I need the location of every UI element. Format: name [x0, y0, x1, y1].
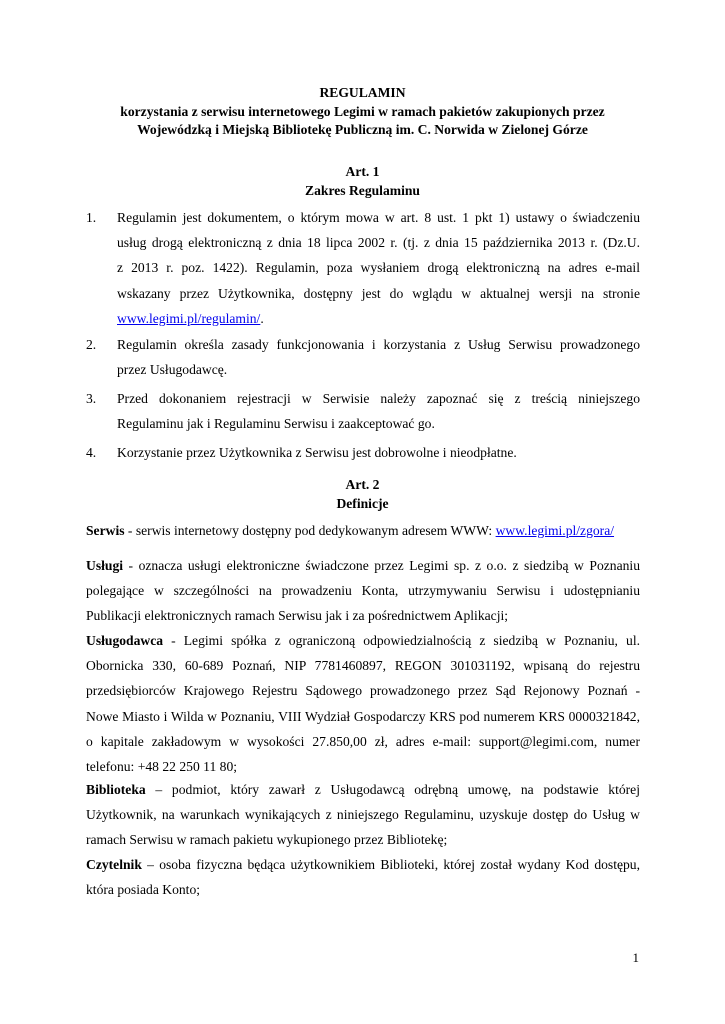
text-line: przedsiębiorców Krajowego Rejestru Sądowego prowadzonego przez Sąd Rejonowy Poznań -	[86, 683, 640, 699]
definition-text: – podmiot, który zawarł z Usługodawcą odrębną umowę, na podstawie której	[145, 782, 640, 797]
list-text	[117, 332, 640, 382]
definition-term: Serwis	[86, 523, 125, 538]
art1-heading	[60, 163, 665, 200]
text-line: przez Usługodawcę.	[117, 362, 228, 378]
text-line	[117, 306, 640, 331]
text-line	[86, 628, 640, 653]
definition-biblioteka	[86, 777, 640, 853]
link-suffix: .	[260, 310, 264, 326]
definition-term: Biblioteka	[86, 782, 146, 797]
document-title-block	[60, 84, 665, 140]
list-number: 3.	[86, 391, 97, 406]
text-line: telefonu: +48 22 250 11 80;	[86, 759, 238, 775]
definition-term: Czytelnik	[86, 857, 142, 872]
text-line: z 2013 r. poz. 1422). Regulamin, poza wysłaniem drogą elektroniczną na adres e-mail	[117, 260, 640, 276]
document-subtitle-line-1: korzystania z serwisu internetowego Legimi w ramach pakietów zakupionych przez	[120, 103, 605, 119]
text-line	[86, 518, 640, 543]
list-number: 4.	[86, 445, 97, 460]
text-line: Korzystanie przez Użytkownika z Serwisu jest dobrowolne i nieodpłatne.	[117, 445, 517, 460]
definition-text: – osoba fizyczna będąca użytkownikiem Biblioteki, której został wydany Kod dostępu,	[141, 857, 640, 872]
art2-number: Art. 2	[345, 477, 380, 492]
art2-heading	[60, 476, 665, 513]
text-line: o kapitale zakładowym w wysokości 27.850,00 zł, adres e-mail: support@legimi.com, numer	[86, 733, 640, 749]
definition-serwis	[86, 518, 640, 543]
definition-text: - serwis internetowy dostępny pod dedykowanym adresem WWW:	[124, 523, 496, 538]
text-line: Publikacji elektronicznych ramach Serwisu jak i za pośrednictwem Aplikacji;	[86, 608, 509, 624]
zgora-link[interactable]: www.legimi.pl/zgora/	[495, 523, 615, 538]
list-text	[117, 205, 640, 331]
document-subtitle-line-2: Wojewódzką i Miejską Bibliotekę Publiczną im. C. Norwida w Zielonej Górze	[137, 122, 588, 137]
definition-text: - oznacza usługi elektroniczne świadczone przez Legimi sp. z o.o. z siedzibą w Poznaniu	[123, 558, 640, 573]
text-line	[86, 777, 640, 802]
text-line: usług drogą elektroniczną z dnia 18 lipca 2002 r. (tj. z dnia 15 października 2013 r. (Dz.U.	[117, 235, 640, 251]
text-line: wskazany przez Użytkownika, dostępny jest do wglądu w aktualnej wersji na stronie	[117, 285, 640, 301]
text-line: Regulaminu jak i Regulaminu Serwisu i zaakceptować go.	[117, 416, 435, 432]
text-line: Użytkownik, na warunkach wynikających z niniejszego Regulaminu, uzyskuje dostęp do Usług w	[86, 807, 640, 823]
art1-number: Art. 1	[345, 164, 380, 179]
text-line: Przed dokonaniem rejestracji w Serwisie należy zapoznać się z treścią niniejszego	[117, 391, 640, 406]
text-line: która posiada Konto;	[86, 882, 201, 898]
definition-uslugi	[86, 553, 640, 629]
text-line: Nowe Miasto i Wilda w Poznaniu, VIII Wydział Gospodarczy KRS pod numerem KRS 0000321842,	[86, 708, 640, 724]
text-line	[86, 852, 640, 877]
art2-title: Definicje	[336, 495, 389, 511]
definition-term: Usługodawca	[86, 633, 164, 648]
text-line: ramach Serwisu w ramach pakietu wykupionego przez Bibliotekę;	[86, 832, 448, 848]
list-number: 1.	[86, 210, 97, 225]
regulamin-link[interactable]: www.legimi.pl/regulamin/	[117, 310, 261, 326]
definition-text: - Legimi spółka z ograniczoną odpowiedzialnością z siedzibą w Poznaniu, ul.	[163, 633, 640, 648]
definition-uslugodawca	[86, 628, 640, 779]
list-text	[117, 386, 640, 436]
text-line: Regulamin określa zasady funkcjonowania i korzystania z Usług Serwisu prowadzonego	[117, 337, 640, 352]
definition-term: Usługi	[86, 558, 124, 573]
list-number: 2.	[86, 337, 97, 352]
art1-title: Zakres Regulaminu	[305, 182, 420, 198]
text-line: Regulamin jest dokumentem, o którym mowa w art. 8 ust. 1 pkt 1) ustawy o świadczeniu	[117, 210, 640, 225]
document-title: REGULAMIN	[319, 85, 406, 100]
list-text	[117, 440, 640, 465]
page-number: 1	[632, 950, 639, 965]
text-line: polegające w szczególności na prowadzeniu Konta, utrzymywaniu Serwisu i udostępnianiu	[86, 583, 640, 599]
text-line: Obornicka 330, 60-689 Poznań, NIP 7781460897, REGON 301031192, wpisaną do rejestru	[86, 658, 640, 674]
definition-czytelnik	[86, 852, 640, 902]
text-line	[86, 553, 640, 578]
